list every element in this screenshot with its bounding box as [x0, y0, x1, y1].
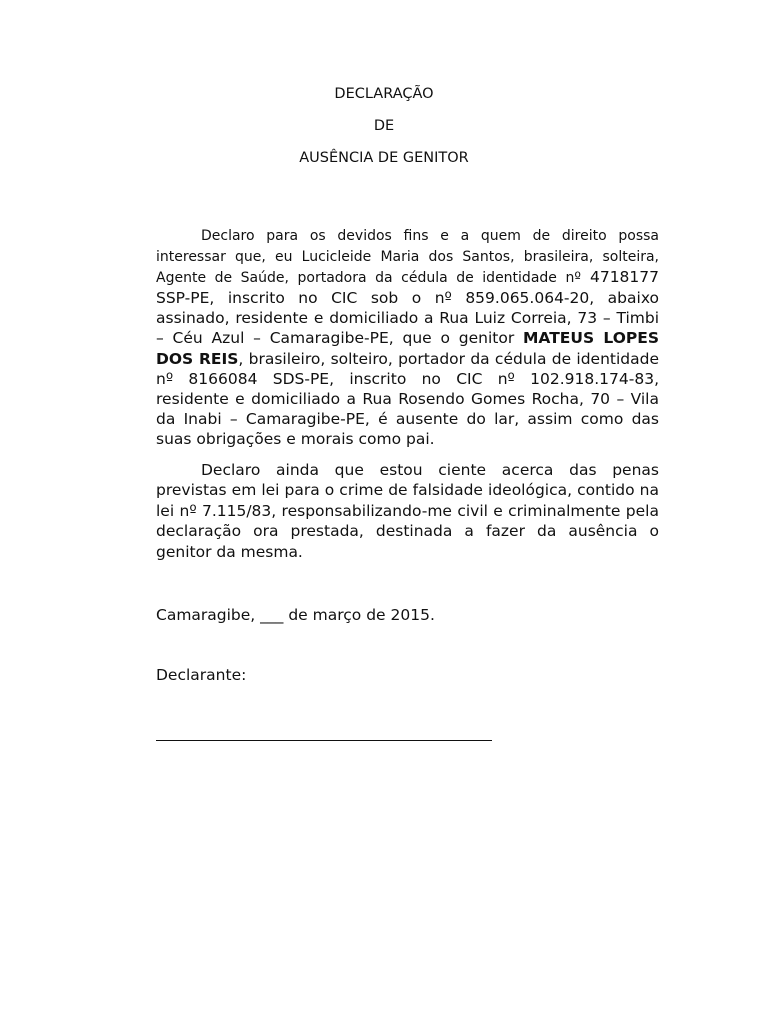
- paragraph-1-part-b: 4718177 SSP-PE, inscrito no CIC sob o nº 859.065.064-20, abaixo assinado, residente e domiciliado a Rua Luiz Correia, 73 – Timbi – Céu Azul – Camaragibe-PE, que o genitor: [156, 268, 659, 348]
- paragraph-1-part-c: , brasileiro, solteiro, portador da cédula de identidade nº 8166084 SDS-PE, inscrito no CIC nº 102.918.174-83, residente e domiciliado a Rua Rosendo Gomes Rocha, 70 – Vila da Inabi – Camaragibe-PE, é ausente do lar, assim como das suas obrigações e morais como pai.: [156, 349, 659, 449]
- paragraph-1-part-a: Declaro para os devidos fins e a quem de direito possa interessar que, eu Lucicleide Maria dos Santos, brasileira, solteira, Agente de Saúde, portadora da cédula de identidade nº: [156, 228, 659, 286]
- genitor-name: MATEUS LOPES DOS REIS: [156, 329, 660, 368]
- signature-line: [156, 740, 492, 741]
- date-line: Camaragibe, ___ de março de 2015.: [156, 606, 435, 624]
- title-line-ausencia: AUSÊNCIA DE GENITOR: [299, 150, 469, 166]
- title-line-declaracao: DECLARAÇÃO: [334, 86, 434, 102]
- paragraph-awareness: Declaro ainda que estou ciente acerca das penas previstas em lei para o crime de falsidade ideológica, contido na lei nº 7.115/83, responsabilizando-me civil e criminalmente pela declaração ora prestada, destinada a fazer da ausência o genitor da mesma.: [156, 460, 659, 561]
- title-line-de: DE: [373, 118, 395, 134]
- document-title: [0, 84, 768, 180]
- declarante-label: Declarante:: [156, 666, 247, 684]
- document-body: [156, 225, 659, 562]
- paragraph-declaration: [156, 225, 659, 450]
